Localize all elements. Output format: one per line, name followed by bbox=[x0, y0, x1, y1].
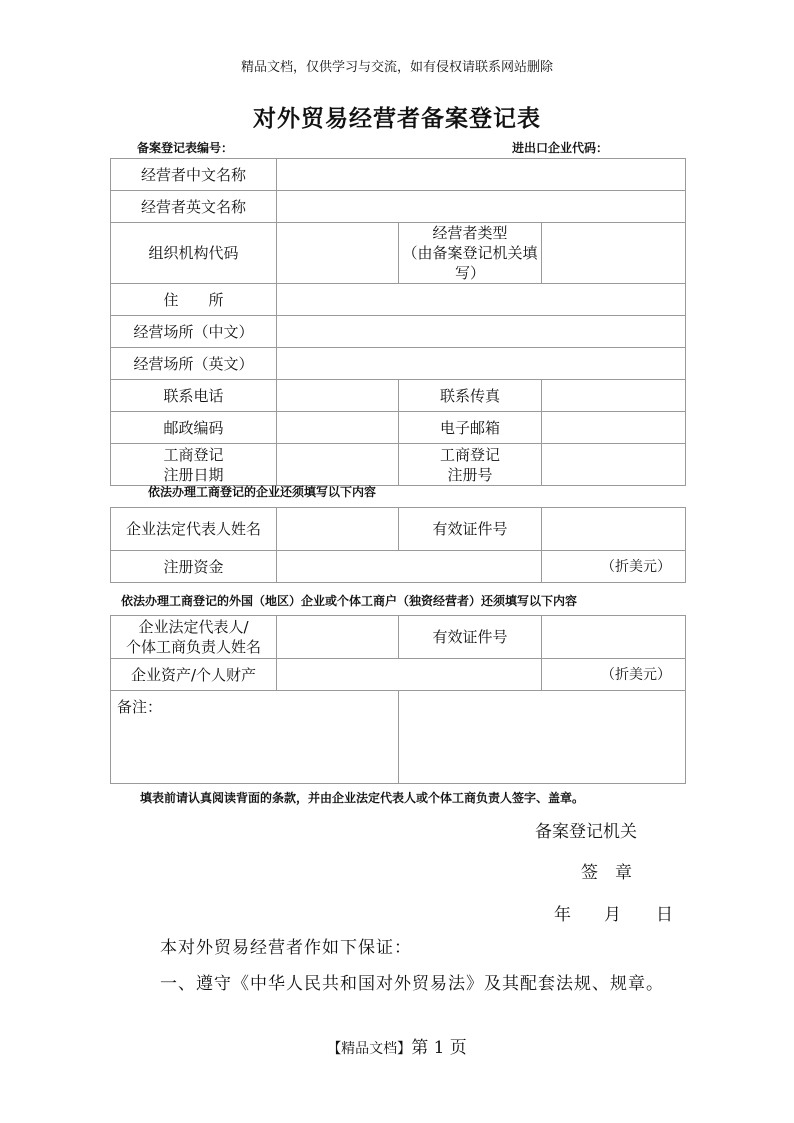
legal-rep-field[interactable] bbox=[277, 508, 399, 551]
guarantee-text: 本对外贸易经营者作如下保证： bbox=[160, 938, 412, 958]
remarks-label: 备注： bbox=[117, 698, 163, 716]
premises-cn-field[interactable] bbox=[277, 316, 686, 348]
seal-label: 签 章 bbox=[581, 863, 632, 883]
id-no-field[interactable] bbox=[542, 508, 686, 551]
premises-en-label: 经营场所（英文） bbox=[111, 348, 277, 380]
footer-tag: 【精品文档】 bbox=[327, 1041, 412, 1057]
en-name-field[interactable] bbox=[277, 191, 686, 223]
fax-label: 联系传真 bbox=[399, 380, 542, 412]
operator-type-label bbox=[399, 223, 542, 284]
postcode-field[interactable] bbox=[277, 412, 399, 444]
foreign-legal-rep-label bbox=[111, 616, 277, 659]
remarks-cell[interactable] bbox=[111, 691, 399, 784]
foreign-id-no-field[interactable] bbox=[542, 616, 686, 659]
operator-type-field[interactable] bbox=[542, 223, 686, 284]
ie-code-label: 进出口企业代码： bbox=[512, 141, 609, 155]
biz-reg-no-field[interactable] bbox=[542, 444, 686, 486]
biz-reg-no-line1: 工商登记 bbox=[439, 445, 500, 464]
foreign-table bbox=[110, 615, 686, 784]
capital-field[interactable] bbox=[277, 551, 542, 583]
section3-heading: 依法办理工商登记的外国（地区）企业或个体工商户（独资经营者）还须填写以下内容 bbox=[121, 594, 578, 608]
foreign-id-no-label: 有效证件号 bbox=[399, 616, 542, 659]
phone-label: 联系电话 bbox=[111, 380, 277, 412]
section2-heading: 依法办理工商登记的企业还须填写以下内容 bbox=[148, 485, 377, 499]
org-code-field[interactable] bbox=[277, 223, 399, 284]
copyright-notice: 精品文档，仅供学习与交流，如有侵权请联系网站删除 bbox=[240, 60, 553, 75]
capital-unit: （折美元） bbox=[542, 551, 686, 583]
day-label: 日 bbox=[656, 905, 673, 925]
year-label: 年 bbox=[554, 905, 571, 925]
biz-reg-date-field[interactable] bbox=[277, 444, 399, 486]
page-title: 对外贸易经营者备案登记表 bbox=[253, 105, 541, 132]
biz-reg-date-line1: 工商登记 bbox=[163, 445, 224, 464]
footnote: 填表前请认真阅读背面的条款，并由企业法定代表人或个体工商负责人签字、盖章。 bbox=[140, 791, 585, 805]
address-label: 住 所 bbox=[111, 284, 277, 316]
address-field[interactable] bbox=[277, 284, 686, 316]
reg-no-label: 备案登记表编号： bbox=[137, 141, 234, 155]
month-label: 月 bbox=[604, 905, 621, 925]
org-code-label: 组织机构代码 bbox=[111, 223, 277, 284]
biz-reg-no-label bbox=[399, 444, 542, 486]
foreign-legal-rep-line2: 个体工商负责人姓名 bbox=[125, 638, 261, 656]
biz-reg-date-line2: 注册日期 bbox=[163, 465, 224, 484]
id-no-label: 有效证件号 bbox=[399, 508, 542, 551]
operator-type-note: （由备案登记机关填写） bbox=[402, 244, 538, 282]
foreign-legal-rep-field[interactable] bbox=[277, 616, 399, 659]
biz-reg-no-line2: 注册号 bbox=[447, 465, 493, 484]
capital-label: 注册资金 bbox=[111, 551, 277, 583]
email-field[interactable] bbox=[542, 412, 686, 444]
phone-field[interactable] bbox=[277, 380, 399, 412]
biz-reg-date-label bbox=[111, 444, 277, 486]
cn-name-label: 经营者中文名称 bbox=[111, 159, 277, 191]
authority-label: 备案登记机关 bbox=[535, 822, 637, 842]
enterprise-table bbox=[110, 507, 686, 583]
guarantee-item-1: 一、遵守《中华人民共和国对外贸易法》及其配套法规、规章。 bbox=[160, 974, 664, 994]
assets-field[interactable] bbox=[277, 659, 542, 691]
legal-rep-label: 企业法定代表人姓名 bbox=[111, 508, 277, 551]
postcode-label: 邮政编码 bbox=[111, 412, 277, 444]
assets-label: 企业资产/个人财产 bbox=[111, 659, 277, 691]
en-name-label: 经营者英文名称 bbox=[111, 191, 277, 223]
page-number: 第 1 页 bbox=[411, 1038, 467, 1058]
premises-cn-label: 经营场所（中文） bbox=[111, 316, 277, 348]
premises-en-field[interactable] bbox=[277, 348, 686, 380]
basic-info-table bbox=[110, 158, 686, 486]
page-footer bbox=[0, 1033, 794, 1058]
remarks-right-field[interactable] bbox=[399, 691, 686, 784]
foreign-legal-rep-line1: 企业法定代表人/ bbox=[138, 618, 249, 636]
email-label: 电子邮箱 bbox=[399, 412, 542, 444]
assets-unit: （折美元） bbox=[542, 659, 686, 691]
operator-type-title: 经营者类型 bbox=[432, 224, 508, 242]
fax-field[interactable] bbox=[542, 380, 686, 412]
cn-name-field[interactable] bbox=[277, 159, 686, 191]
